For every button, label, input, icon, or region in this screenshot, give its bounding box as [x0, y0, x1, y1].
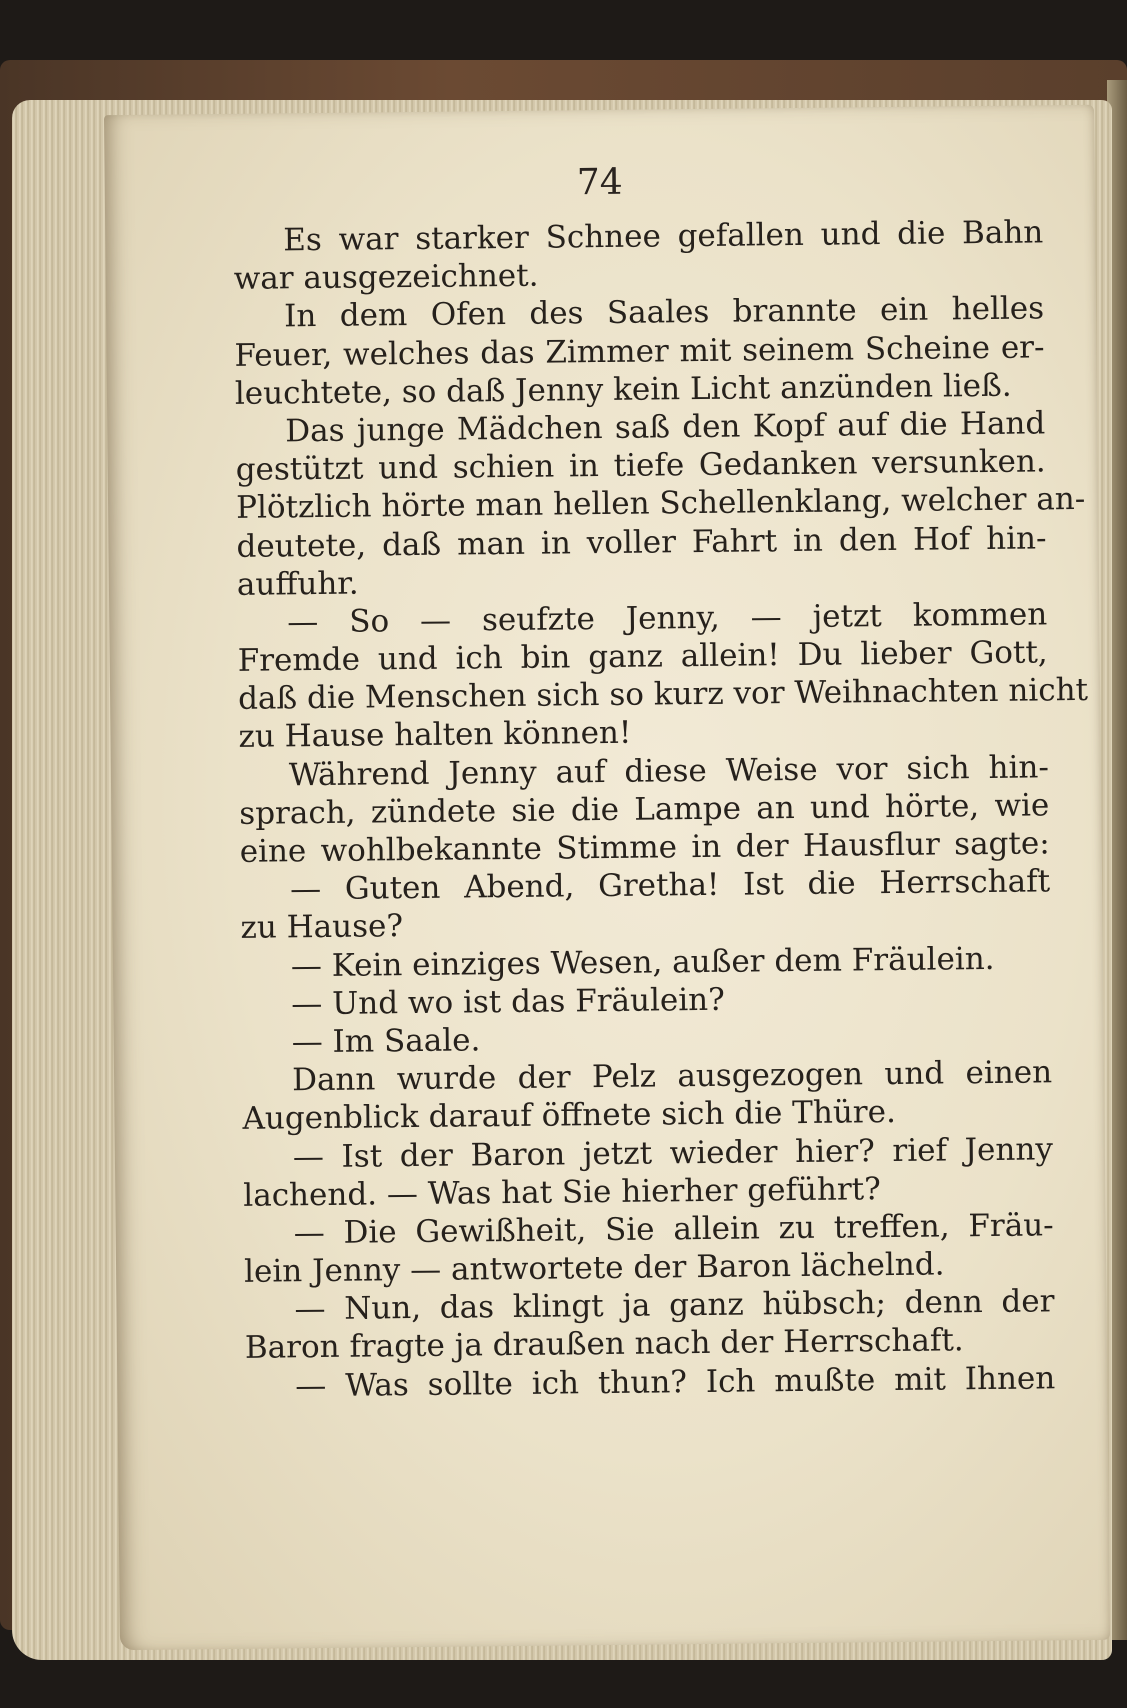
- text-line: — Was sollte ich thun? Ich mußte mit Ihnen: [295, 1359, 1056, 1404]
- text-line: Während Jenny auf diese Weise vor sich hin-: [288, 748, 1050, 793]
- text-line: In dem Ofen des Saales brannte ein helles: [283, 290, 1045, 335]
- text-line: Feuer, welches das Zimmer mit seinem Scheine er-: [234, 328, 1045, 374]
- text-line: lachend. — Was hat Sie hierher geführt?: [243, 1170, 881, 1214]
- body-text: [233, 213, 1089, 1405]
- text-line: eine wohlbekannte Stimme in der Hausflur sagte:: [239, 825, 1050, 870]
- page-number: 74: [576, 161, 623, 204]
- text-line: lein Jenny — antwortete der Baron lächelnd.: [243, 1246, 945, 1290]
- text-line: — Ist der Baron jetzt wieder hier? rief Jenny: [292, 1130, 1054, 1175]
- text-line: Augenblick darauf öffnete sich die Thüre.: [242, 1094, 897, 1138]
- text-line: auffuhr.: [236, 565, 359, 603]
- text-line: Plötzlich hörte man hellen Schellenklang, welcher an-: [235, 481, 1086, 527]
- text-line: Baron fragte ja draußen nach der Herrschaft.: [244, 1322, 964, 1367]
- text-line: gestützt und schien in tiefe Gedanken versunken.: [235, 443, 1046, 488]
- book-page: [104, 105, 1110, 1650]
- text-line: deutete, daß man in voller Fahrt in den Hof hin-: [236, 519, 1047, 565]
- text-line: Es war starker Schnee gefallen und die Bahn: [283, 214, 1044, 259]
- text-line: Das junge Mädchen saß den Kopf auf die Hand: [285, 405, 1046, 450]
- text-line: Fremde und ich bin ganz allein! Du lieber Gott,: [237, 634, 1048, 679]
- text-line: zu Hause halten können!: [238, 715, 632, 756]
- text-line: — Die Gewißheit, Sie allein zu treffen, Fräu-: [293, 1207, 1054, 1252]
- text-line: war ausgezeichnet.: [233, 257, 539, 298]
- text-line: — Im Saale.: [291, 1022, 481, 1061]
- text-line: daß die Menschen sich so kurz vor Weihnachten nicht: [237, 672, 1089, 718]
- text-line: zu Hause?: [240, 908, 404, 947]
- text-line: sprach, zündete sie die Lampe an und hörte, wie: [239, 787, 1050, 832]
- text-line: — Guten Abend, Gretha! Ist die Herrschaft: [289, 863, 1051, 908]
- text-line: — Kein einziges Wesen, außer dem Fräulein.: [290, 940, 995, 984]
- text-line: Dann wurde der Pelz ausgezogen und einen: [291, 1054, 1053, 1099]
- text-line: — Und wo ist das Fräulein?: [291, 981, 725, 1023]
- text-line: leuchtete, so daß Jenny kein Licht anzünden ließ.: [234, 367, 1012, 412]
- text-line: — So — seufzte Jenny, — jetzt kommen: [287, 596, 1048, 641]
- text-line: — Nun, das klingt ja ganz hübsch; denn der: [294, 1283, 1055, 1328]
